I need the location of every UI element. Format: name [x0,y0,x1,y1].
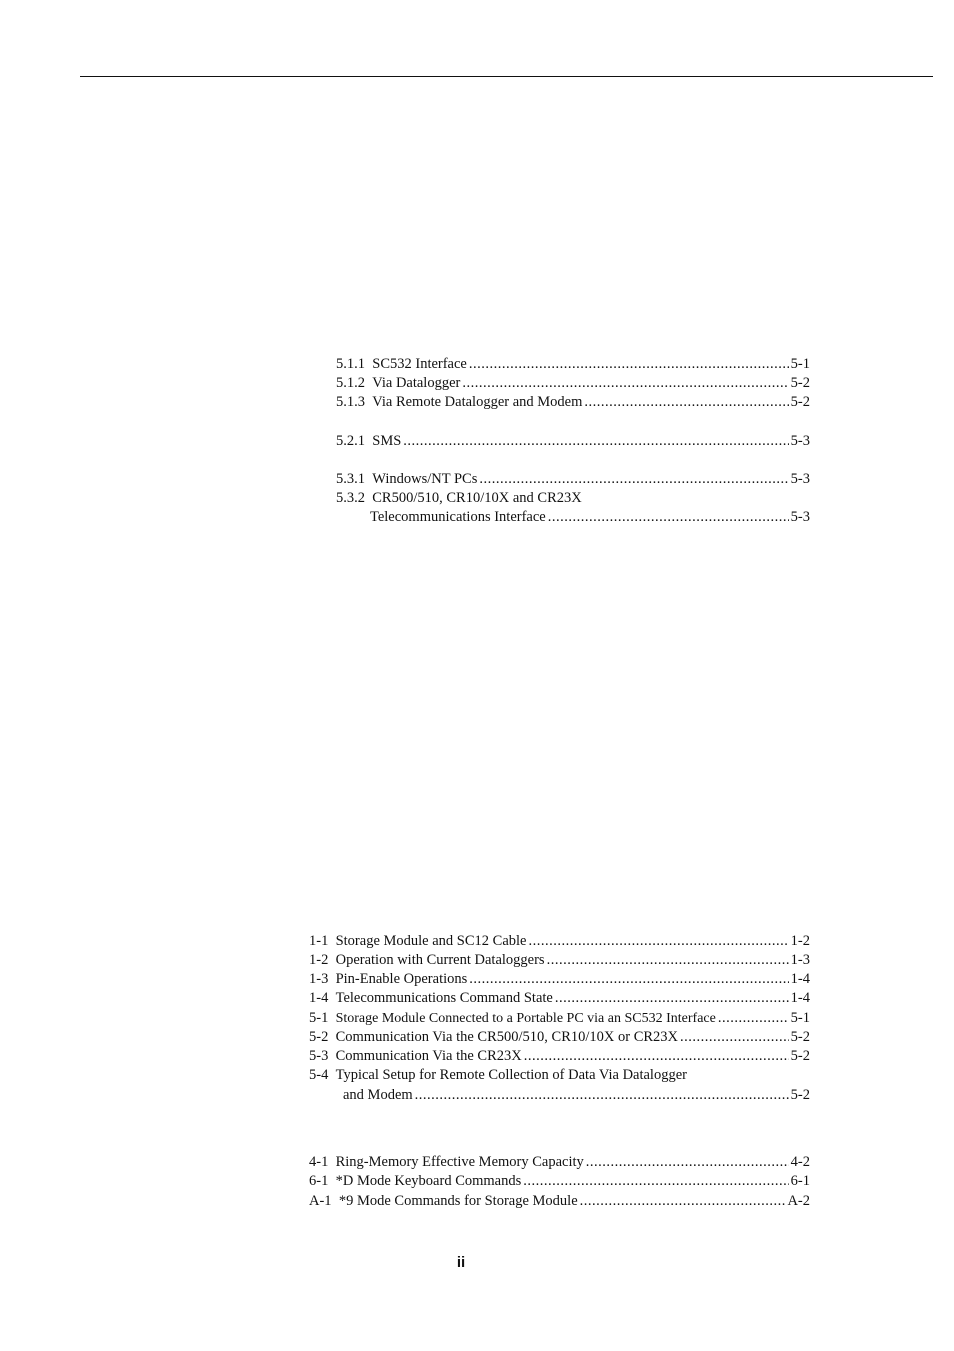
toc-page: 5-3 [790,509,810,525]
leader-dots [523,1172,788,1191]
toc-entry-5-3-2-line2[interactable] [370,508,810,527]
leader-dots [524,1047,789,1066]
table-title: *D Mode Keyboard Commands [335,1173,522,1189]
leader-dots [584,393,788,412]
leader-dots [403,432,788,451]
figure-number: 1-4 [309,990,329,1006]
figure-page: 1-4 [790,971,810,987]
figure-number: 5-4 [309,1067,329,1083]
toc-number: 5.1.2 [336,375,365,391]
table-page: 4-2 [790,1154,810,1170]
figure-number: 5-1 [309,1010,329,1026]
toc-entry-5-1-3[interactable] [336,393,810,412]
toc-number: 5.1.3 [336,394,365,410]
figure-title: and Modem [343,1087,413,1103]
table-entry-6-1[interactable] [309,1172,810,1191]
toc-title: Via Datalogger [372,375,461,391]
figure-page: 1-3 [790,952,810,968]
table-title: Ring-Memory Effective Memory Capacity [335,1154,584,1170]
toc-page: 5-1 [790,356,810,372]
figure-title: Communication Via the CR500/510, CR10/10X or CR23X [335,1029,679,1045]
toc-number: 5.1.1 [336,356,365,372]
figure-page: 1-2 [790,933,810,949]
figure-entry-1-1[interactable] [309,932,810,951]
toc-entry-5-1-1[interactable] [336,355,810,374]
leader-dots [469,970,788,989]
toc-number: 5.3.1 [336,471,365,487]
toc-page: 5-2 [790,375,810,391]
figure-page: 5-2 [790,1029,810,1045]
toc-title: SC532 Interface [372,356,467,372]
figure-entry-5-1[interactable] [309,1009,810,1028]
figure-entry-5-2[interactable] [309,1028,810,1047]
figure-title: Operation with Current Dataloggers [335,952,545,968]
table-entry-4-1[interactable] [309,1153,810,1172]
table-title: *9 Mode Commands for Storage Module [338,1193,578,1209]
table-number: A-1 [309,1193,332,1209]
leader-dots [555,989,789,1008]
table-number: 6-1 [309,1173,329,1189]
figure-number: 1-1 [309,933,329,949]
figure-entry-5-4-line2[interactable] [343,1086,810,1105]
figure-page: 5-2 [790,1048,810,1064]
figure-entry-1-4[interactable] [309,989,810,1008]
figure-page: 5-2 [790,1087,810,1103]
toc-number: 5.3.2 [336,490,365,506]
figure-entry-1-3[interactable] [309,970,810,989]
figure-title: Telecommunications Command State [335,990,553,1006]
toc-entry-5-1-2[interactable] [336,374,810,393]
page-number: ii [456,1254,466,1271]
toc-title: SMS [372,433,402,449]
figure-number: 5-2 [309,1029,329,1045]
figure-number: 1-3 [309,971,329,987]
leader-dots [547,951,789,970]
leader-dots [479,470,788,489]
figure-entry-1-2[interactable] [309,951,810,970]
figure-title: Pin-Enable Operations [335,971,468,987]
toc-title: CR500/510, CR10/10X and CR23X [372,490,582,506]
leader-dots [680,1028,789,1047]
figure-page: 1-4 [790,990,810,1006]
figure-number: 5-3 [309,1048,329,1064]
leader-dots [586,1153,789,1172]
leader-dots [462,374,788,393]
figure-entry-5-4-line1[interactable] [309,1066,687,1085]
figure-title: Storage Module and SC12 Cable [335,933,527,949]
figure-number: 1-2 [309,952,329,968]
figure-page: 5-1 [790,1010,810,1026]
figure-title: Communication Via the CR23X [335,1048,522,1064]
toc-page: 5-2 [790,394,810,410]
leader-dots [529,932,789,951]
leader-dots [718,1009,789,1028]
leader-dots [415,1086,789,1105]
toc-number: 5.2.1 [336,433,365,449]
figure-title: Typical Setup for Remote Collection of Data Via Datalogger [335,1067,687,1083]
table-entry-a-1[interactable] [309,1192,810,1211]
toc-page: 5-3 [790,471,810,487]
leader-dots [580,1192,786,1211]
toc-title: Via Remote Datalogger and Modem [372,394,583,410]
toc-entry-5-3-2-line1[interactable] [336,489,582,508]
figure-entry-5-3[interactable] [309,1047,810,1066]
table-page: 6-1 [790,1173,810,1189]
leader-dots [548,508,789,527]
toc-page: 5-3 [790,433,810,449]
toc-title: Windows/NT PCs [372,471,478,487]
table-page: A-2 [787,1193,810,1209]
header-rule [80,76,933,77]
toc-entry-5-2-1[interactable] [336,432,810,451]
toc-entry-5-3-1[interactable] [336,470,810,489]
toc-title: Telecommunications Interface [370,509,546,525]
figure-title: Storage Module Connected to a Portable PC via an SC532 Interface [335,1011,716,1026]
table-number: 4-1 [309,1154,329,1170]
leader-dots [469,355,789,374]
